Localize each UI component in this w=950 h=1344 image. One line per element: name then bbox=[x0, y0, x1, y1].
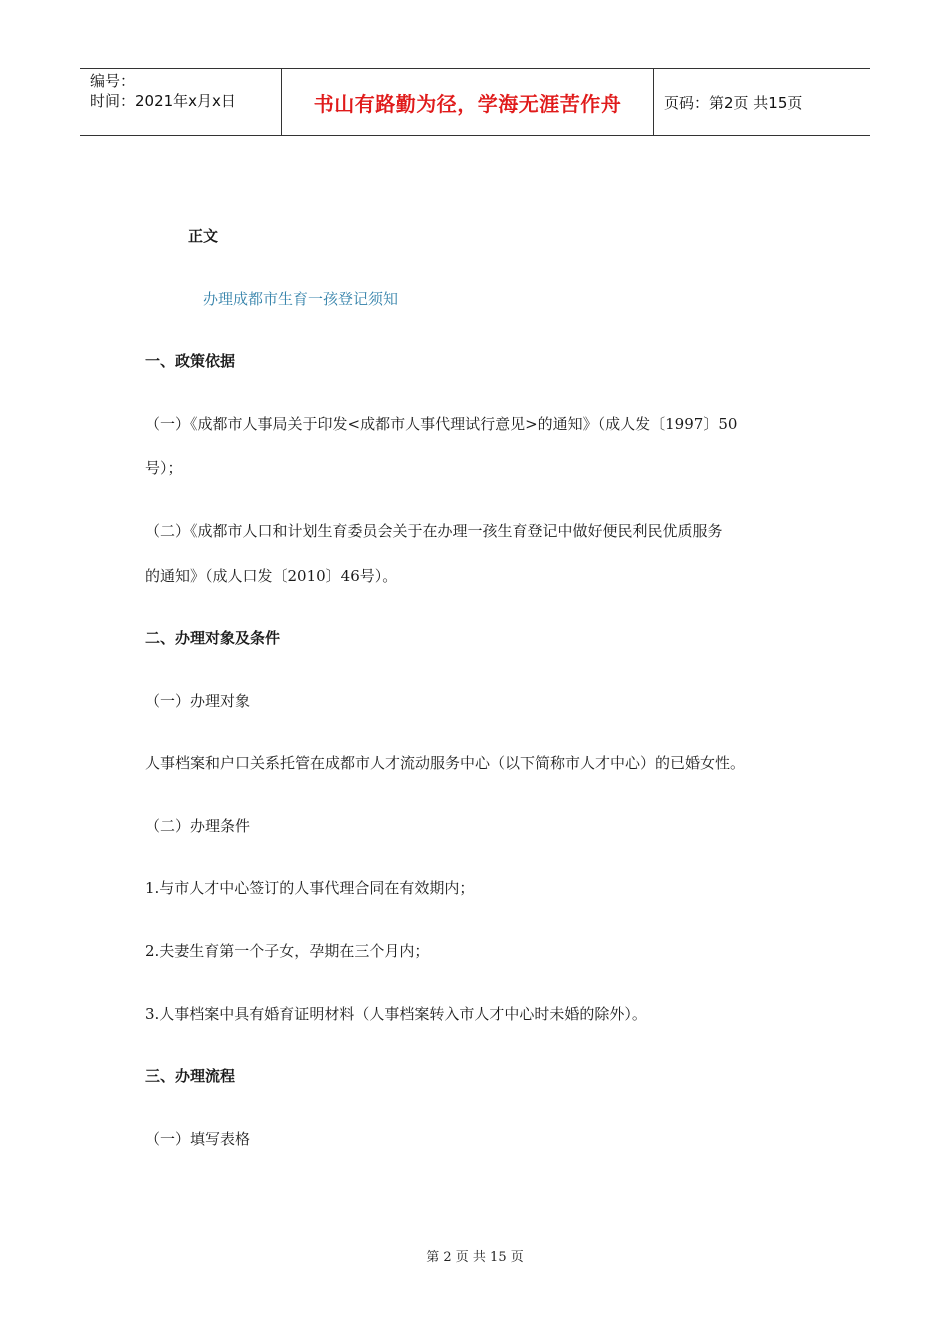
serial-number-label: 编号： bbox=[90, 72, 136, 90]
condition-item-2: 2.夫妻生育第一个子女，孕期在三个月内； bbox=[145, 942, 430, 960]
body-heading: 正文 bbox=[188, 227, 219, 245]
section-title-applicants: 二、办理对象及条件 bbox=[145, 629, 281, 647]
subsection-title-applicants: （一）办理对象 bbox=[145, 692, 251, 710]
subsection-title-conditions: （二）办理条件 bbox=[145, 817, 251, 835]
section-title-policy: 一、政策依据 bbox=[145, 352, 236, 370]
header-motto: 书山有路勤为径，学海无涯苦作舟 bbox=[281, 69, 654, 135]
document-title: 办理成都市生育一孩登记须知 bbox=[203, 290, 399, 308]
condition-item-1: 1.与市人才中心签订的人事代理合同在有效期内； bbox=[145, 879, 475, 897]
policy-item-2-line-2: 的通知》（成人口发〔2010〕46号）。 bbox=[145, 567, 398, 585]
policy-item-1-line-2: 号）； bbox=[145, 459, 183, 477]
subsection-title-form: （一）填写表格 bbox=[145, 1130, 251, 1148]
section-title-process: 三、办理流程 bbox=[145, 1067, 236, 1085]
document-header bbox=[80, 68, 870, 136]
applicants-text: 人事档案和户口关系托管在成都市人才流动服务中心（以下简称市人才中心）的已婚女性。 bbox=[145, 754, 746, 772]
policy-item-2-line-1: （二）《成都市人口和计划生育委员会关于在办理一孩生育登记中做好便民利民优质服务 bbox=[145, 522, 723, 540]
header-meta bbox=[80, 69, 281, 135]
header-page-number: 页码：第2页 共15页 bbox=[664, 93, 803, 112]
page-footer: 第 2 页 共 15 页 bbox=[426, 1250, 524, 1265]
policy-item-1-line-1: （一）《成都市人事局关于印发<成都市人事代理试行意见>的通知》（成人发〔1997〕50 bbox=[145, 415, 738, 433]
date-label: 时间：2021年x月x日 bbox=[90, 92, 236, 110]
condition-item-3: 3.人事档案中具有婚育证明材料（人事档案转入市人才中心时未婚的除外）。 bbox=[145, 1005, 647, 1023]
